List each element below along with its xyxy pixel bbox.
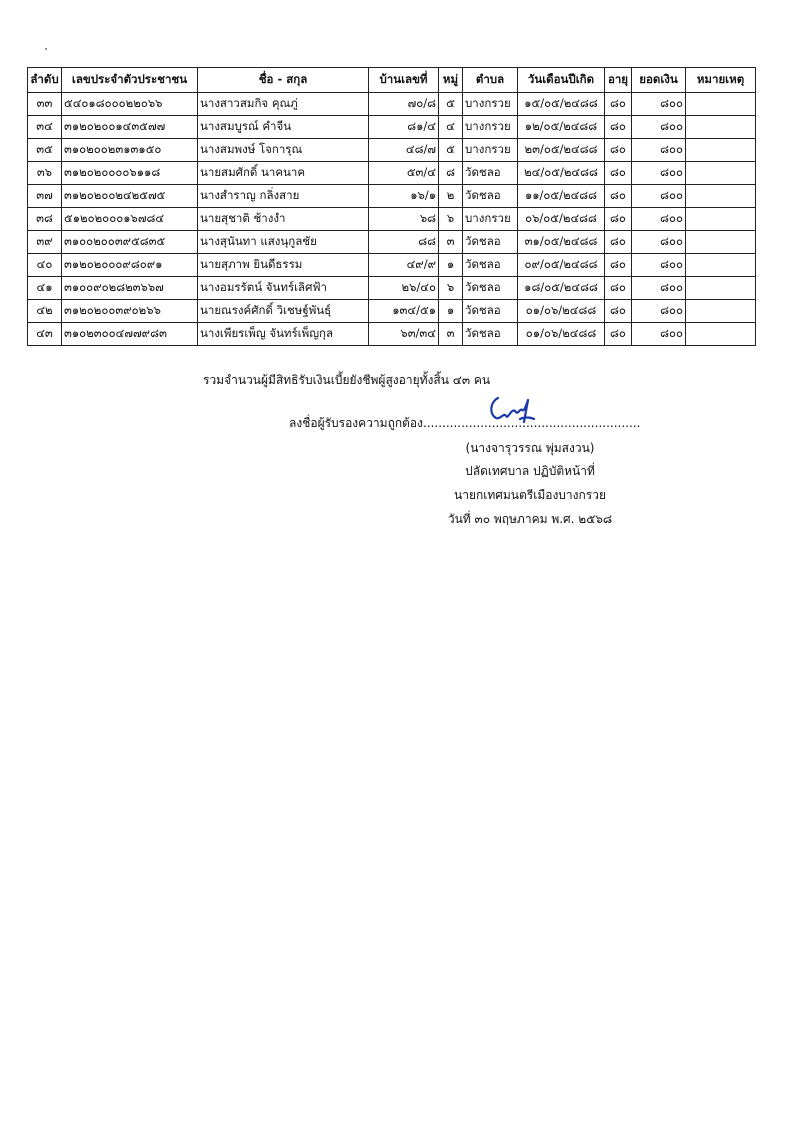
cell-remark [686, 185, 756, 208]
cell-birthdate: ๑๑/๐๕/๒๔๘๘ [518, 185, 605, 208]
cell-moo: ๕ [439, 139, 463, 162]
cell-name: นางสาวสมกิจ คุณภู่ [198, 93, 369, 116]
cell-citizen-id: ๓๑๒๐๒๐๐๒๔๒๕๗๕ [62, 185, 198, 208]
cell-house-no: ๒๖/๔๐ [369, 277, 439, 300]
cell-house-no: ๔๙/๙ [369, 254, 439, 277]
cell-moo: ๓ [439, 323, 463, 346]
cell-tambon: วัดชลอ [463, 162, 518, 185]
header-house-no: บ้านเลขที่ [369, 68, 439, 93]
cell-tambon: วัดชลอ [463, 277, 518, 300]
table-row [28, 277, 756, 300]
header-amount: ยอดเงิน [632, 68, 686, 93]
cell-amount: ๘๐๐ [632, 277, 686, 300]
cell-moo: ๕ [439, 93, 463, 116]
cell-seq: ๔๓ [28, 323, 62, 346]
cell-birthdate: ๒๓/๐๕/๒๔๘๘ [518, 139, 605, 162]
cell-seq: ๔๑ [28, 277, 62, 300]
cell-house-no: ๘๘ [369, 231, 439, 254]
table-row [28, 300, 756, 323]
cell-name: นายสุภาพ ยินดีธรรม [198, 254, 369, 277]
document-date: วันที่ ๓๐ พฤษภาคม พ.ศ. ๒๕๖๘ [447, 512, 613, 526]
cell-citizen-id: ๓๑๐๒๐๐๒๓๑๓๑๕๐ [62, 139, 198, 162]
scan-speck [45, 48, 47, 50]
header-moo: หมู่ [439, 68, 463, 93]
cell-tambon: บางกรวย [463, 93, 518, 116]
cell-amount: ๘๐๐ [632, 254, 686, 277]
cell-seq: ๔๒ [28, 300, 62, 323]
cell-moo: ๖ [439, 277, 463, 300]
cell-name: นางเพียรเพ็ญ จันทร์เพ็ญกุล [198, 323, 369, 346]
cell-amount: ๘๐๐ [632, 231, 686, 254]
cell-age: ๘๐ [605, 116, 632, 139]
cell-citizen-id: ๓๑๐๐๙๐๒๘๒๓๖๖๗ [62, 277, 198, 300]
cell-birthdate: ๐๙/๐๕/๒๔๘๘ [518, 254, 605, 277]
cell-house-no: ๑๓๔/๕๑ [369, 300, 439, 323]
cell-tambon: บางกรวย [463, 116, 518, 139]
table-row [28, 162, 756, 185]
cell-moo: ๑ [439, 254, 463, 277]
cell-amount: ๘๐๐ [632, 185, 686, 208]
cell-remark [686, 231, 756, 254]
cell-seq: ๔๐ [28, 254, 62, 277]
cell-age: ๘๐ [605, 254, 632, 277]
cell-birthdate: ๑๘/๐๕/๒๔๘๘ [518, 277, 605, 300]
cell-name: นายสมศักดิ์ นาคนาค [198, 162, 369, 185]
cell-seq: ๓๕ [28, 139, 62, 162]
cell-age: ๘๐ [605, 277, 632, 300]
cell-age: ๘๐ [605, 323, 632, 346]
cell-moo: ๓ [439, 231, 463, 254]
cell-remark [686, 254, 756, 277]
cell-house-no: ๑๖/๑ [369, 185, 439, 208]
cell-birthdate: ๑๕/๐๕/๒๔๘๘ [518, 93, 605, 116]
cell-seq: ๓๖ [28, 162, 62, 185]
cell-house-no: ๔๘/๗ [369, 139, 439, 162]
handwritten-signature [484, 392, 544, 432]
cell-remark [686, 93, 756, 116]
cell-remark [686, 323, 756, 346]
certification-line: ลงชื่อผู้รับรองความถูกต้อง......................................................... [289, 416, 641, 430]
cell-amount: ๘๐๐ [632, 208, 686, 231]
cell-citizen-id: ๓๑๒๐๒๐๐๑๔๓๕๗๗ [62, 116, 198, 139]
cell-citizen-id: ๓๑๒๐๒๐๐๐๐๖๑๑๘ [62, 162, 198, 185]
header-tambon: ตำบล [463, 68, 518, 93]
elderly-allowance-table [27, 67, 756, 346]
cell-age: ๘๐ [605, 93, 632, 116]
table-row [28, 231, 756, 254]
cell-remark [686, 162, 756, 185]
cell-seq: ๓๔ [28, 116, 62, 139]
cell-house-no: ๕๓/๔ [369, 162, 439, 185]
header-seq: ลำดับ [28, 68, 62, 93]
header-name: ชื่อ - สกุล [198, 68, 369, 93]
cell-amount: ๘๐๐ [632, 93, 686, 116]
cell-seq: ๓๘ [28, 208, 62, 231]
cell-remark [686, 116, 756, 139]
cell-seq: ๓๓ [28, 93, 62, 116]
cell-remark [686, 139, 756, 162]
cell-tambon: วัดชลอ [463, 231, 518, 254]
cell-seq: ๓๗ [28, 185, 62, 208]
cell-citizen-id: ๓๑๒๐๒๐๐๐๙๘๐๙๑ [62, 254, 198, 277]
cell-age: ๘๐ [605, 139, 632, 162]
cell-birthdate: ๐๖/๐๕/๒๔๘๘ [518, 208, 605, 231]
cell-house-no: ๘๑/๔ [369, 116, 439, 139]
cell-moo: ๑ [439, 300, 463, 323]
cell-age: ๘๐ [605, 231, 632, 254]
cell-name: นายณรงค์ศักดิ์ วิเชษฐ์พันธุ์ [198, 300, 369, 323]
cell-citizen-id: ๓๑๒๐๒๐๐๓๙๐๒๖๖ [62, 300, 198, 323]
table-row [28, 254, 756, 277]
cell-tambon: วัดชลอ [463, 300, 518, 323]
cell-moo: ๘ [439, 162, 463, 185]
table-row [28, 208, 756, 231]
cell-house-no: ๖๘ [369, 208, 439, 231]
header-citizen-id: เลขประจำตัวประชาชน [62, 68, 198, 93]
cell-tambon: บางกรวย [463, 208, 518, 231]
header-age: อายุ [605, 68, 632, 93]
table-row [28, 93, 756, 116]
cell-tambon: วัดชลอ [463, 185, 518, 208]
cell-citizen-id: ๓๑๐๐๒๐๐๓๙๕๘๓๕ [62, 231, 198, 254]
table-row [28, 323, 756, 346]
cell-moo: ๒ [439, 185, 463, 208]
officer-organization: นายกเทศมนตรีเมืองบางกรวย [454, 488, 606, 502]
cell-seq: ๓๙ [28, 231, 62, 254]
cell-moo: ๔ [439, 116, 463, 139]
header-birthdate: วันเดือนปีเกิด [518, 68, 605, 93]
cell-citizen-id: ๕๔๐๑๘๐๐๐๒๒๐๖๖ [62, 93, 198, 116]
cell-age: ๘๐ [605, 208, 632, 231]
cell-age: ๘๐ [605, 300, 632, 323]
cell-remark [686, 277, 756, 300]
cell-house-no: ๗๐/๘ [369, 93, 439, 116]
cell-tambon: วัดชลอ [463, 254, 518, 277]
cell-tambon: บางกรวย [463, 139, 518, 162]
cell-tambon: วัดชลอ [463, 323, 518, 346]
cell-citizen-id: ๕๑๒๐๒๐๐๐๑๖๗๘๔ [62, 208, 198, 231]
cell-name: นายสุชาติ ช้างงำ [198, 208, 369, 231]
cell-amount: ๘๐๐ [632, 162, 686, 185]
cell-name: นางสำราญ กลิ่งสาย [198, 185, 369, 208]
cell-amount: ๘๐๐ [632, 116, 686, 139]
cell-name: นางสมบูรณ์ คำจีน [198, 116, 369, 139]
cell-amount: ๘๐๐ [632, 139, 686, 162]
table-row [28, 139, 756, 162]
officer-name: (นางจารุวรรณ พุ่มสงวน) [465, 441, 595, 455]
cell-birthdate: ๑๒/๐๕/๒๔๘๘ [518, 116, 605, 139]
cell-birthdate: ๒๔/๐๕/๒๔๘๘ [518, 162, 605, 185]
cell-name: นางสุนันทา แสงนุกูลชัย [198, 231, 369, 254]
cell-name: นางอมรรัตน์ จันทร์เลิศฟ้า [198, 277, 369, 300]
officer-position: ปลัดเทศบาล ปฏิบัติหน้าที่ [465, 464, 595, 478]
total-count-line: รวมจำนวนผู้มีสิทธิรับเงินเบี้ยยังชีพผู้สูงอายุทั้งสิ้น ๔๓ คน [203, 373, 491, 387]
cell-birthdate: ๐๑/๐๖/๒๔๘๘ [518, 323, 605, 346]
table-header-row [28, 68, 756, 93]
cell-name: นางสมพงษ์ โจการุณ [198, 139, 369, 162]
cell-moo: ๖ [439, 208, 463, 231]
cell-remark [686, 208, 756, 231]
cell-amount: ๘๐๐ [632, 323, 686, 346]
cell-house-no: ๖๓/๓๔ [369, 323, 439, 346]
table-body [28, 93, 756, 346]
cell-age: ๘๐ [605, 162, 632, 185]
cell-birthdate: ๓๑/๐๕/๒๔๘๘ [518, 231, 605, 254]
cell-citizen-id: ๓๑๐๒๓๐๐๔๗๗๙๘๓ [62, 323, 198, 346]
cell-amount: ๘๐๐ [632, 300, 686, 323]
cell-age: ๘๐ [605, 185, 632, 208]
header-remark: หมายเหตุ [686, 68, 756, 93]
table-row [28, 116, 756, 139]
cell-remark [686, 300, 756, 323]
table-row [28, 185, 756, 208]
cell-birthdate: ๐๑/๐๖/๒๔๘๘ [518, 300, 605, 323]
